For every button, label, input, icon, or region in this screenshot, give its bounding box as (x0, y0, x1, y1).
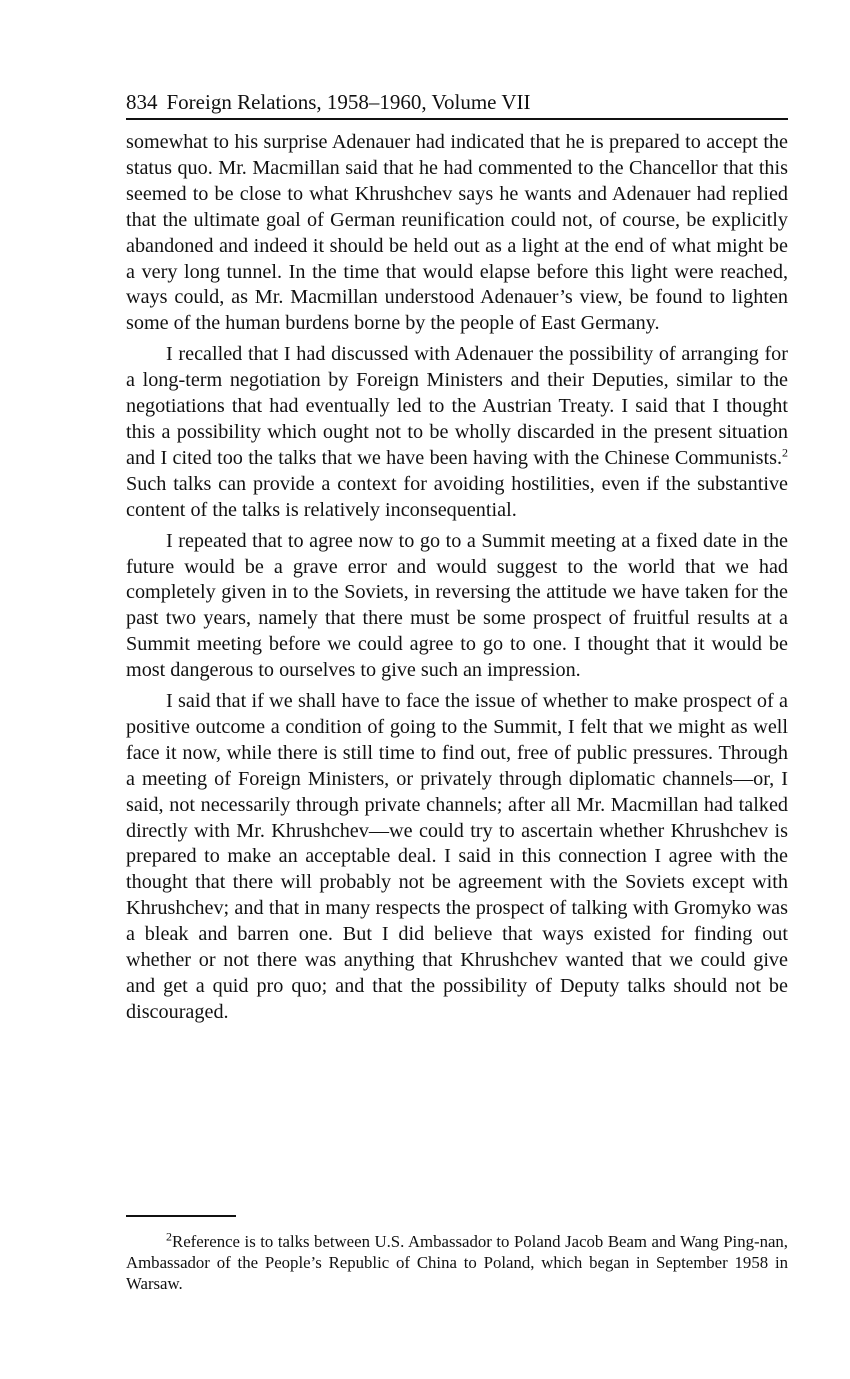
footnote-reference[interactable]: 2 (782, 445, 788, 460)
paragraph-continued: somewhat to his surprise Adenauer had indicated that he is prepared to accept the status quo. Mr. Macmillan said that he had commented to the Chancellor that this seemed to be close to what Khrushchev says he wants and Adenauer had replied that the ultimate goal of German reunification could not, of course, be explicitly abandoned and indeed it should be held out as a light at the end of what might be a very long tunnel. In the time that would elapse before this light were reached, ways could, as Mr. Macmillan understood Adenauer’s view, be found to lighten some of the human burdens borne by the people of East Germany. (126, 131, 788, 335)
paragraph-text: Such talks can provide a context for avoiding hostilities, even if the substantive content of the talks is relatively inconsequential. (126, 472, 788, 521)
book-title: Foreign Relations, 1958–1960, Volume VII (166, 90, 531, 114)
footnote-number: 2 (166, 1229, 172, 1244)
paragraph-summit-condition: I said that if we shall have to face the issue of whether to make prospect of a positive outcome a condition of going to the Summit, I felt that we might as well face it now, while there is still time to find out, free of public pressures. Through a meeting of Foreign Ministers, or privately through diplomatic channels—or, I said, not necessarily through private channels; after all Mr. Macmillan had talked directly with Mr. Khrushchev—we could try to ascertain whether Khrushchev is prepared to make an acceptable deal. I said in this connection I agree with the thought that there will probably not be agreement with the Soviets except with Khrushchev; and that in many respects the prospect of talking with Gromyko was a bleak and barren one. But I did believe that ways existed for finding out whether or not there was anything that Khrushchev wanted that we could give and get a quid pro quo; and that the possibility of Deputy talks should not be discouraged. (126, 690, 788, 1023)
page (126, 88, 788, 1026)
footnote (126, 1231, 788, 1294)
running-head (126, 88, 788, 120)
footnote-text: Reference is to talks between U.S. Ambassador to Poland Jacob Beam and Wang Ping-nan, Ambassador of the People’s Republic of China to Poland, which began in September 1958 in Warsaw. (126, 1232, 788, 1293)
page-number: 834 (126, 90, 158, 114)
paragraph-text: I recalled that I had discussed with Adenauer the possibility of arranging for a long-term negotiation by Foreign Ministers and their Deputies, similar to the negotiations that had eventually led to the Austrian Treaty. I said that I thought this a possibility which ought not to be wholly discarded in the present situation and I cited too the talks that we have been having with the Chinese Communists. (126, 343, 788, 469)
paragraph-adenauer-negotiation (126, 342, 788, 523)
footnote-body (126, 1231, 788, 1294)
footnote-divider (126, 1215, 236, 1217)
body-text (126, 130, 788, 1026)
paragraph-summit-date: I repeated that to agree now to go to a Summit meeting at a fixed date in the future would be a grave error and would suggest to the world that we had completely given in to the Soviets, in reversing the attitude we have taken for the past two years, namely that there must be some prospect of fruitful results at a Summit meeting before we could agree to go to one. I thought that it would be most dangerous to ourselves to give such an impression. (126, 529, 788, 682)
